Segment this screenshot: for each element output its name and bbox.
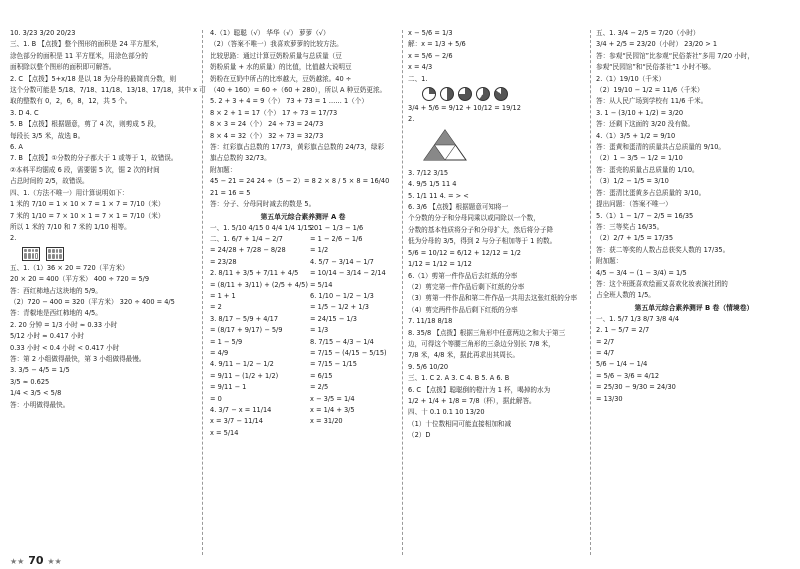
answer-line: 2. 8/11 + 3/5 + 7/11 + 4/5 (210, 269, 299, 278)
answer-line: （2）19/10 − 1/2 = 11/6（千米） (596, 86, 704, 95)
grid-figures (10, 245, 196, 263)
answer-line: （2）2/7 + 1/5 = 17/35 (596, 234, 674, 243)
answer-line: 7. 11/18 8/18 (408, 317, 453, 326)
answer-line: 5. 2 + 3 + 4 = 9（个） 73 + 73 = 1 …… 1（个） (210, 97, 368, 106)
answer-line: 2.（1）19/10（千米） (596, 74, 666, 83)
column-divider (590, 30, 591, 555)
answer-line: = 5/14 (310, 280, 333, 289)
answer-line: 解：x = 1/3 + 5/6 (408, 40, 466, 49)
answer-line: = 24/15 − 1/3 (310, 314, 357, 323)
answer-line: 1/4 < 3/5 < 5/8 (10, 389, 62, 398)
triangle-figure (408, 126, 586, 168)
answer-line: 1/2 + 1/4 + 1/8 = 7/8（杯），据此解答。 (408, 396, 536, 405)
answer-line: （4）剪完两件作品后剩下红纸的分率 (408, 305, 518, 314)
answer-line: 5/6 = 10/12 = 6/12 + 12/12 = 1/2 (408, 248, 521, 257)
answer-line: 6. 1/10 − 1/2 − 1/3 (310, 291, 374, 300)
answer-line: = 1 − 2/6 − 1/6 (310, 234, 363, 243)
answer-line: 旗占总数的 32/73。 (210, 154, 271, 163)
answer-line: 3. 7/12 3/15 (408, 168, 449, 177)
answer-line: 4.（1）聪聪（√） 华华（√） 萝萝（√） (210, 29, 330, 37)
answer-line: = 2/7 (596, 337, 615, 346)
answer-line: 5. 1/1 11 4. = > < (408, 191, 469, 200)
answer-line: x = 4/3 (408, 63, 433, 72)
section-title-unit5-b: 第五单元综合素养测评 B 卷（情境卷） (634, 303, 754, 312)
answer-line: = 1 + 1 (210, 291, 236, 300)
answer-line: 低为分母的 3/5，得到 2 与分子相加等于 1 的数。 (408, 237, 557, 246)
answer-line: = 25/30 − 9/30 = 24/30 (596, 383, 676, 392)
answer-line: 4/5 − 3/4 − (1 − 3/4) = 1/5 (596, 268, 687, 277)
answer-line: 7/8 米，4/8 米，据此再求出其周长。 (408, 351, 520, 360)
shaded-grid-figure (22, 247, 40, 261)
calc-list-right (310, 223, 396, 440)
answer-line: 答：小明做得最快。 (10, 400, 70, 409)
answer-line: 3. D 4. C (10, 108, 39, 117)
answer-line: 答：蛋壳的质量占总质量的 1/10。 (596, 165, 699, 174)
answer-line: 21 = 16 = 5 (210, 188, 251, 197)
answer-line: 8 × 3 = 24（个） 24 ÷ 73 = 24/73 (210, 120, 324, 129)
answer-line: （2）D (408, 431, 431, 440)
answer-line: （40 + 160）= 60 ÷（60 + 280），所以 A 种豆奶更浓。 (210, 86, 387, 95)
answer-line: 3/4 + 2/5 = 23/20（小时） 23/20 > 1 (596, 40, 718, 49)
answer-line: 三、1. C 2. A 3. C 4. B 5. A 6. B (408, 374, 510, 383)
answer-line: 答：蛋清比蛋黄多占总质量的 3/10。 (596, 188, 706, 197)
answer-line: 答：第 2 小组做得最快，第 3 小组做得最慢。 (10, 354, 146, 363)
answer-line: （3）剪第一件作品和第二件作品一共用去这张红纸的分率 (408, 294, 578, 303)
answer-line: 3. 3/5 − 4/5 = 1/5 (10, 366, 70, 375)
pie-circle (440, 87, 454, 101)
answer-line: = 0 (210, 394, 222, 403)
answer-line: 7 米的 1/10 = 7 × 10 × 1 = 7 × 1 = 7/10（米） (10, 211, 165, 220)
answer-line: = 2/5 (310, 383, 329, 392)
answer-line: 5. B 【点拨】根据题意，剪了 4 次，则剪成 5 段， (10, 120, 161, 129)
answer-line: 3. 8/17 − 5/9 + 4/17 (210, 314, 279, 323)
calc-list-left (210, 223, 319, 440)
answer-line: = (8/17 + 9/17) − 5/9 (210, 326, 283, 335)
answer-line: 5.（1）1 − 1/7 − 2/5 = 16/35 (596, 211, 694, 220)
answer-line: 面积除以整个图形的面积即可解答。 (10, 63, 116, 72)
answer-line: 3/4 + 5/6 = 9/12 + 10/12 = 19/12 (408, 104, 521, 113)
answer-line: = 2 (210, 303, 222, 312)
answer-line: x = 5/14 (210, 428, 239, 437)
answer-line: x = 1/4 + 3/5 (310, 406, 355, 414)
answer-line: = 6/15 (310, 371, 333, 380)
answer-line: 6. C 【点拨】聪聪倒的橙汁为 1 杯，喝掉的水为 (408, 385, 551, 394)
answer-line: 8. 7/15 − 4/3 − 1/4 (310, 337, 374, 346)
answer-line: 分数的基本性质将分子和分母扩大，然后将分子降 (408, 225, 554, 234)
answer-line: = 9/11 − (1/2 + 1/2) (210, 371, 279, 380)
answer-line: x = 31/20 (310, 417, 343, 426)
answer-line: 答：获二等奖的人数占总获奖人数的 17/35。 (596, 245, 730, 254)
answer-line: 奶粉在豆奶中所占的比率越大，豆奶越浓。40 ÷ (210, 74, 352, 83)
answer-line: 2. C 【点拨】5+x/18 是以 18 为分母的最简真分数，则 (10, 74, 177, 83)
answer-line: 3/5 ≈ 0.625 (10, 377, 50, 386)
answer-line: 边，可得这个等腰三角形的三条边分别长 7/8 米， (408, 339, 555, 348)
triangle-icon (422, 128, 468, 162)
answer-column-3 (408, 28, 586, 551)
answer-line: 比较思路：通过计算豆奶粉质量与总质量（豆 (210, 51, 342, 60)
answer-line: 2. (408, 115, 415, 124)
answer-line: = 7/15 − 1/15 (310, 360, 357, 369)
answer-line: （2）（答案不唯一）我喜欢萝萝的比较方法。 (210, 40, 343, 49)
answer-line: 答：蛋黄和蛋清的质量共占总质量的 9/10。 (596, 143, 725, 152)
answer-line: （3）1/2 − 1/5 = 3/10 (596, 177, 669, 186)
answer-line: 一、1. 5/7 1/3 8/7 3/8 4/4 (596, 314, 680, 323)
pie-circle (422, 87, 436, 101)
answer-line: （2）1 − 3/5 − 1/2 = 1/10 (596, 154, 683, 163)
answer-line: 答：从人民广场到学校有 11/6 千米。 (596, 97, 708, 106)
calc-list-b (596, 314, 792, 405)
answer-line: 3. 1 − (3/10 + 1/2) = 3/20 (596, 108, 684, 117)
answer-line: 7. B 【点拨】①分数的分子都大于 1 或等于 1，故错误。 (10, 154, 178, 163)
star-icon: ★★ (47, 557, 62, 566)
answer-line: 五、1.（1）36 × 20 = 720（平方米） (10, 263, 129, 272)
answer-line: 1 米的 7/10 = 1 × 10 × 7 = 1 × 7 = 7/10（米） (10, 200, 165, 209)
pie-circle (476, 87, 490, 101)
answer-line: = 1/2 (310, 246, 329, 255)
answer-line: 答：西红柿地占这块地的 5/9。 (10, 286, 102, 295)
answer-line: 取的整数有 0，2，6，8，12，共 5 个。 (10, 97, 132, 106)
answer-line: 20 × 20 = 400（平方米） 400 ÷ 720 = 5/9 (10, 275, 150, 284)
top-margin (0, 0, 800, 24)
answer-line: = 23/28 (210, 257, 237, 266)
answer-line: 附加题： (210, 165, 237, 174)
answer-line: 4. 3/7 − x = 11/14 (210, 406, 272, 414)
answer-line: x − 5/6 = 1/3 (408, 29, 453, 37)
answer-line: 6. 3/6 【点拨】根据题意可知将一 (408, 203, 509, 212)
answer-line: 涂色部分的面积是 11 平方厘米，用涂色部分的 (10, 51, 148, 60)
answer-line: 这个分数可能是 5/18、7/18、11/18、13/18、17/18，其中 x 可 (10, 86, 206, 95)
pie-circle-figures (408, 85, 586, 103)
answer-line: 一、1. 5/10 4/15 0 4/4 1/4 1/15 0 (210, 223, 319, 232)
answer-line: x − 3/5 = 1/4 (310, 394, 355, 403)
answer-line: 提出问题：（答案不唯一） (596, 200, 672, 209)
answer-line: 4.（1）3/5 + 1/2 = 9/10 (596, 131, 676, 140)
section-title-unit5-a: 第五单元综合素养测评 A 卷 (260, 212, 346, 221)
page-footer (10, 554, 62, 567)
answer-line: 8 × 4 = 32（个） 32 ÷ 73 = 32/73 (210, 131, 324, 140)
answer-line: = (8/11 + 3/11) + (2/5 + 4/5) (210, 280, 308, 289)
answer-line: 1/12 = 1/12 = 1/12 (408, 260, 472, 269)
answer-line: 附加题： (596, 257, 623, 266)
answer-line: 2. 1 − 1/3 − 1/6 (310, 223, 364, 232)
answer-line: x = 3/7 − 11/14 (210, 417, 263, 426)
answer-line: 奶粉质量 + 水的质量）的比值，比值越大说明豆 (210, 63, 352, 72)
answer-line: 4. 5/7 − 3/14 − 1/7 (310, 257, 374, 266)
answer-line: 8 × 2 + 1 = 17（个） 17 ÷ 73 = 17/73 (210, 108, 338, 117)
answer-line: 占全班人数的 1/5。 (596, 291, 655, 300)
page-number: 70 (28, 554, 44, 567)
answer-line: 每段长 3/5 米，故选 B。 (10, 131, 85, 140)
answer-line: （2）剪完第一件作品后剩下红纸的分率 (408, 282, 525, 291)
answer-line: 6.（1）剪第一件作品后去红纸的分率 (408, 271, 518, 280)
answer-line: 4. 9/5 1/5 11 4 (408, 180, 457, 189)
answer-column-1 (10, 28, 206, 551)
answer-line: 占总时间的 2/5，故错误。 (10, 177, 89, 186)
column-divider (402, 30, 403, 555)
answer-line: x = 5/6 − 2/6 (408, 51, 453, 60)
answer-line: ②本料平均锯成 6 段，需要锯 5 次，锯 2 次的时间 (10, 165, 160, 174)
answer-line: = 5/6 − 3/6 = 4/12 (596, 371, 660, 380)
pie-circle (494, 87, 508, 101)
answer-column-4 (596, 28, 792, 551)
answer-line: 三、1. B 【点拨】整个图形的面积是 24 平方厘米， (10, 40, 163, 49)
answer-line: 5/6 − 1/4 − 1/4 (596, 360, 648, 369)
answer-line: 个分数的分子和分母同乘以或同除以一个数， (408, 214, 540, 223)
answer-line: 二、1. (408, 74, 428, 83)
answer-line: 2. (10, 234, 17, 243)
answer-line: 答：红彩旗占总数的 17/73，黄彩旗占总数的 24/73，绿彩 (210, 143, 385, 152)
answer-line: 2. 20 分钟 = 1/3 小时 ≈ 0.33 小时 (10, 320, 118, 329)
answer-line: 答：分子、分母同时减去的数是 5。 (210, 200, 316, 209)
answer-line: 参观“民园馆”和“民俗茶社”1 小时不够。 (596, 63, 715, 72)
answer-line: 四、1.（方法不唯一）用计算说明如下： (10, 188, 129, 197)
answer-line: （1）十位数相同可能直接相加和减 (408, 419, 512, 428)
answer-line: 答：三等奖占 16/35。 (596, 222, 664, 231)
shaded-grid-figure (46, 247, 64, 261)
answer-line: = 1/3 (310, 326, 329, 335)
answer-line: = 7/15 − (4/15 − 5/15) (310, 348, 387, 357)
pie-circle (458, 87, 472, 101)
answer-line: 2. 1 − 5/7 = 2/7 (596, 326, 650, 335)
answer-line: = 10/14 − 3/14 − 2/14 (310, 269, 386, 278)
answer-line: 五、1. 3/4 − 2/5 = 7/20（小时） (596, 29, 700, 37)
answer-line: 5/12 小时 ≈ 0.417 小时 (10, 332, 84, 341)
answer-line: = 4/7 (596, 348, 615, 357)
answer-line: 四、十 0.1 0.1 10 13/20 (408, 408, 485, 417)
answer-line: 答：这个班既喜欢绘画又喜欢化妆表演社团的 (596, 279, 728, 288)
answer-line: = 4/9 (210, 348, 229, 357)
answer-line: （2）720 − 400 = 320（平方米） 320 ÷ 400 = 4/5 (10, 297, 175, 306)
star-icon: ★★ (10, 557, 25, 566)
answer-line: 0.33 小时 < 0.4 小时 < 0.417 小时 (10, 343, 120, 352)
answer-line: 4. 9/11 − 1/2 − 1/2 (210, 360, 274, 369)
answer-column-2 (210, 28, 396, 551)
answer-line: 45 − 21 = 24 24 ÷（5 − 2）= 8 2 × 8 / 5 × 8 = 16/40 (210, 177, 390, 186)
answer-line: 答：参观“民园馆”比参观“民俗茶社”多用 7/20 小时， (596, 51, 754, 60)
answer-line: = 1/5 − 1/2 + 1/3 (310, 303, 369, 312)
answer-line: = 1 − 5/9 (210, 337, 243, 346)
answer-line: 所以 1 米的 7/10 和 7 米的 1/10 相等。 (10, 222, 131, 231)
answer-line: 9. 5/6 10/20 (408, 362, 449, 371)
answer-line: 二、1. 6/7 + 1/4 − 2/7 (210, 234, 283, 243)
answer-line: 8. 35/8 【点拨】根据三角形中任意两边之和大于第三 (408, 328, 566, 337)
answer-line: 答：青椒地是西红柿地的 4/5。 (10, 309, 102, 318)
answer-line: = 24/28 + 7/28 − 8/28 (210, 246, 286, 255)
column-divider (202, 30, 203, 555)
answer-line: 10. 3/23 3/20 20/23 (10, 29, 76, 37)
answer-line: = 9/11 − 1 (210, 383, 247, 392)
answer-line: 6. A (10, 143, 23, 152)
answer-line: 答：还剩下这面的 3/20 没有做。 (596, 120, 695, 129)
answer-line: = 13/30 (596, 394, 623, 403)
